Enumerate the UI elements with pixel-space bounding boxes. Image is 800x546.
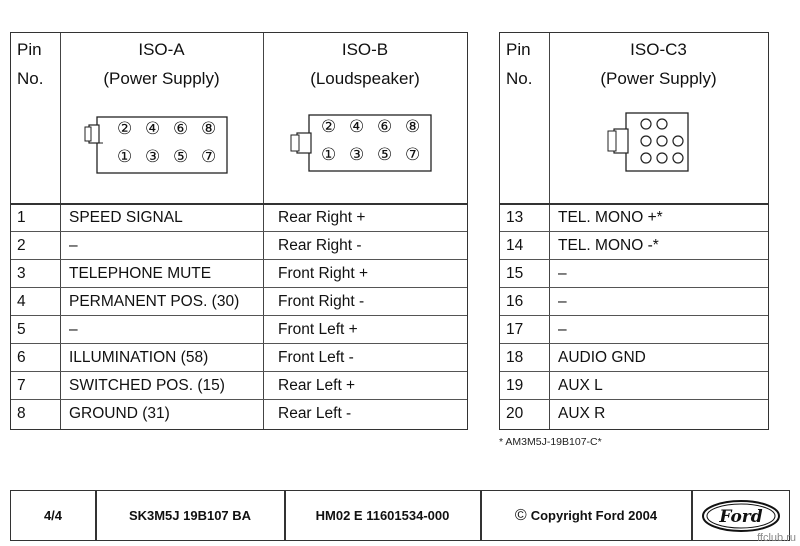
pinout-table-iso-a-b <box>10 32 468 430</box>
copyright-text: Copyright Ford 2004 <box>530 508 658 523</box>
iso-c3-function: AUDIO GND <box>558 349 646 366</box>
iso-c3-function: TEL. MONO +* <box>558 209 663 226</box>
pin-number: 1 <box>17 209 26 226</box>
iso-c3-function: AUX R <box>558 405 606 422</box>
iso-a-top-pins <box>117 119 220 139</box>
pin-number: 8 <box>17 405 26 422</box>
iso-c3-function: AUX L <box>558 377 603 394</box>
pin-6-b: ⑥ <box>376 117 397 136</box>
doc-number: HM02 E 11601534-000 <box>315 508 450 523</box>
iso-b-function: Front Left + <box>278 321 358 338</box>
header-iso-a <box>60 35 263 93</box>
pin-number: 19 <box>506 377 524 394</box>
header-iso-c3-title: ISO-C3 <box>630 40 687 59</box>
header-pin-line2: No. <box>506 69 533 88</box>
copyright-symbol: © <box>514 506 527 524</box>
header-iso-c3-subtitle: (Power Supply) <box>600 69 717 88</box>
pin-number: 13 <box>506 209 524 226</box>
pin-3-b: ③ <box>348 145 369 164</box>
pin-2-b: ② <box>321 117 341 136</box>
part-number: SK3M5J 19B107 BA <box>128 508 252 523</box>
pin-3-a: ③ <box>144 147 165 166</box>
iso-c3-function: TEL. MONO -* <box>558 237 659 254</box>
pin-number: 4 <box>17 293 26 310</box>
pin-5-a: ⑤ <box>172 147 193 166</box>
iso-a-function: – <box>69 237 78 254</box>
pin-number: 18 <box>506 349 524 366</box>
pin-1-b: ① <box>321 145 341 164</box>
iso-c3-function: – <box>558 293 567 310</box>
header-iso-b-title: ISO-B <box>341 40 389 59</box>
header-pin-no-c3 <box>506 35 532 93</box>
pin-number: 16 <box>506 293 524 310</box>
pin-number: 2 <box>17 237 26 254</box>
iso-b-function: Front Right + <box>278 265 369 282</box>
pin-number: 5 <box>17 321 26 338</box>
pin-number: 14 <box>506 237 524 254</box>
pin-2-a: ② <box>117 119 137 138</box>
header-iso-b <box>263 35 467 93</box>
header-pin-line1: Pin <box>17 40 42 59</box>
pin-number: 3 <box>17 265 26 282</box>
iso-b-function: Rear Left - <box>278 405 352 422</box>
pin-1-a: ① <box>117 147 137 166</box>
header-pin-line2: No. <box>17 69 44 88</box>
iso-a-function: TELEPHONE MUTE <box>69 265 212 282</box>
document-footer <box>10 490 790 541</box>
copyright <box>481 491 691 540</box>
pin-4-a: ④ <box>144 119 165 138</box>
pin-6-a: ⑥ <box>172 119 193 138</box>
iso-c3-function: – <box>558 265 567 282</box>
header-iso-c3 <box>549 35 768 93</box>
iso-b-function: Front Right - <box>278 293 365 310</box>
iso-b-function: Front Left - <box>278 349 354 366</box>
pinout-table-iso-c3 <box>499 32 769 430</box>
pin-8-a: ⑧ <box>200 119 221 138</box>
iso-c3-connector-diagram <box>602 109 702 179</box>
pin-5-b: ⑤ <box>376 145 397 164</box>
iso-a-function: SWITCHED POS. (15) <box>69 377 225 394</box>
iso-a-bottom-pins <box>117 147 220 167</box>
header-iso-a-subtitle: (Power Supply) <box>103 69 220 88</box>
ford-logo-text: Ford <box>718 506 763 527</box>
pin-number: 7 <box>17 377 26 394</box>
iso-a-function: GROUND (31) <box>69 405 170 422</box>
pin-number: 6 <box>17 349 26 366</box>
page-number: 4/4 <box>43 508 63 523</box>
iso-b-bottom-pins <box>321 145 424 165</box>
watermark: ffclub.ru <box>757 532 796 544</box>
iso-b-function: Rear Right + <box>278 209 366 226</box>
iso-c3-function: – <box>558 321 567 338</box>
pin-7-a: ⑦ <box>200 147 221 166</box>
iso-b-top-pins <box>321 117 424 137</box>
pin-4-b: ④ <box>348 117 369 136</box>
pin-number: 20 <box>506 405 524 422</box>
footnote: * AM3M5J-19B107-C* <box>499 436 602 448</box>
header-iso-b-subtitle: (Loudspeaker) <box>310 69 420 88</box>
ford-oval-icon <box>701 499 781 533</box>
pin-8-b: ⑧ <box>404 117 425 136</box>
iso-a-function: – <box>69 321 78 338</box>
iso-a-function: PERMANENT POS. (30) <box>69 293 240 310</box>
iso-a-function: ILLUMINATION (58) <box>69 349 209 366</box>
pin-7-b: ⑦ <box>404 145 425 164</box>
iso-a-function: SPEED SIGNAL <box>69 209 183 226</box>
pin-number: 15 <box>506 265 524 282</box>
header-pin-line1: Pin <box>506 40 531 59</box>
iso-b-function: Rear Right - <box>278 237 362 254</box>
iso-b-function: Rear Left + <box>278 377 356 394</box>
header-pin-no <box>17 35 43 93</box>
header-iso-a-title: ISO-A <box>138 40 185 59</box>
pin-number: 17 <box>506 321 524 338</box>
